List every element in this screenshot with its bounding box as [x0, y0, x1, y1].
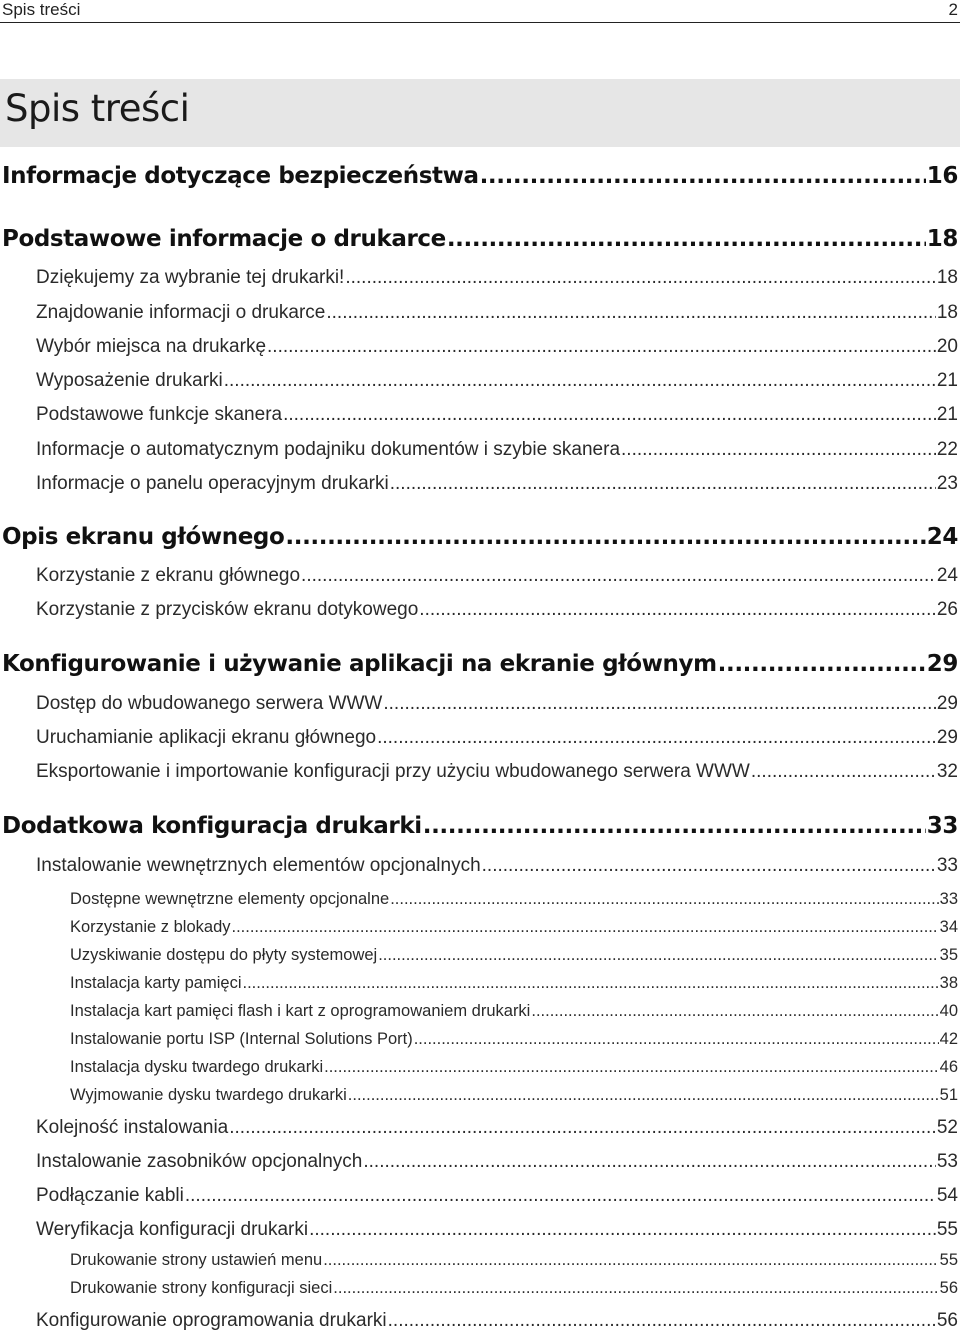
toc-dot-leader	[301, 565, 936, 587]
toc-page-number: 16	[926, 163, 958, 189]
toc-dot-leader	[243, 974, 939, 993]
toc-entry-title: Instalacja karty pamięci	[70, 974, 242, 992]
toc-section-entry[interactable]	[36, 439, 958, 461]
toc-entry-title: Instalowanie wewnętrznych elementów opcjonalnych	[36, 855, 481, 876]
toc-entry-title: Informacje dotyczące bezpieczeństwa	[2, 163, 479, 189]
toc-dot-leader	[363, 1151, 935, 1173]
toc-entry-title: Podłączanie kabli	[36, 1185, 184, 1206]
toc-entry-title: Kolejność instalowania	[36, 1117, 229, 1138]
toc-dot-leader	[419, 599, 936, 621]
toc-subsection-entry[interactable]	[70, 918, 958, 937]
toc-section-entry[interactable]	[36, 370, 958, 392]
toc-subsection-entry[interactable]	[70, 1002, 958, 1021]
toc-page-number: 18	[926, 226, 958, 252]
toc-section-entry[interactable]	[36, 1151, 958, 1173]
toc-section-entry[interactable]	[36, 693, 958, 715]
toc-entry-title: Podstawowe informacje o drukarce	[2, 226, 446, 252]
toc-entry-title: Instalowanie portu ISP (Internal Solutions Port)	[70, 1030, 413, 1048]
toc-page-number: 29	[926, 651, 958, 677]
toc-page-number: 29	[936, 727, 958, 748]
header-section-title: Spis treści	[2, 0, 81, 19]
header-page-number: 2	[948, 0, 958, 19]
toc-dot-leader	[229, 1117, 936, 1139]
toc-section-entry[interactable]	[36, 855, 958, 877]
toc-dot-leader	[333, 1279, 938, 1298]
toc-dot-leader	[718, 651, 926, 677]
toc-page-number: 54	[936, 1185, 958, 1206]
toc-dot-leader	[185, 1185, 936, 1207]
toc-page-number: 18	[936, 302, 958, 323]
toc-page-number: 33	[926, 813, 958, 839]
toc-subsection-entry[interactable]	[70, 946, 958, 965]
toc-subsection-entry[interactable]	[70, 1251, 958, 1270]
toc-chapter-entry[interactable]	[2, 813, 958, 839]
toc-section-entry[interactable]	[36, 473, 958, 495]
toc-dot-leader	[378, 946, 938, 965]
toc-dot-leader	[414, 1030, 939, 1049]
toc-section-entry[interactable]	[36, 1185, 958, 1207]
toc-page-number: 33	[936, 855, 958, 876]
toc-entry-title: Instalacja kart pamięci flash i kart z oprogramowaniem drukarki	[70, 1002, 531, 1020]
toc-page-number: 40	[939, 1002, 958, 1020]
toc-page-number: 21	[936, 370, 958, 391]
toc-dot-leader	[323, 1251, 938, 1270]
toc-entry-title: Dziękujemy za wybranie tej drukarki!	[36, 267, 345, 288]
page-title: Spis treści	[5, 87, 190, 130]
toc-section-entry[interactable]	[36, 404, 958, 426]
toc-chapter-entry[interactable]	[2, 651, 958, 677]
toc-entry-title: Podstawowe funkcje skanera	[36, 404, 283, 425]
toc-dot-leader	[345, 267, 936, 289]
toc-section-entry[interactable]	[36, 1117, 958, 1139]
toc-section-entry[interactable]	[36, 727, 958, 749]
toc-page-number: 34	[939, 918, 958, 936]
toc-dot-leader	[482, 855, 936, 877]
toc-dot-leader	[309, 1219, 936, 1241]
toc-section-entry[interactable]	[36, 336, 958, 358]
toc-entry-title: Korzystanie z blokady	[70, 918, 231, 936]
toc-entry-title: Wyposażenie drukarki	[36, 370, 223, 391]
toc-section-entry[interactable]	[36, 302, 958, 324]
toc-entry-title: Konfigurowanie i używanie aplikacji na ekranie głównym	[2, 651, 717, 677]
toc-entry-title: Informacje o automatycznym podajniku dokumentów i szybie skanera	[36, 439, 621, 460]
toc-entry-title: Uruchamianie aplikacji ekranu głównego	[36, 727, 377, 748]
toc-dot-leader	[621, 439, 936, 461]
toc-page-number: 18	[936, 267, 958, 288]
toc-entry-title: Weryfikacja konfiguracji drukarki	[36, 1219, 309, 1240]
toc-entry-title: Korzystanie z przycisków ekranu dotykowego	[36, 599, 419, 620]
toc-page-number: 21	[936, 404, 958, 425]
toc-page-number: 42	[939, 1030, 958, 1048]
toc-dot-leader	[283, 404, 936, 426]
toc-dot-leader	[267, 336, 936, 358]
toc-entry-title: Uzyskiwanie dostępu do płyty systemowej	[70, 946, 378, 964]
toc-dot-leader	[423, 813, 926, 839]
toc-page-number: 22	[936, 439, 958, 460]
toc-page-number: 23	[936, 473, 958, 494]
toc-chapter-entry[interactable]	[2, 524, 958, 550]
toc-page-number: 55	[936, 1219, 958, 1240]
toc-page-number: 35	[939, 946, 958, 964]
toc-subsection-entry[interactable]	[70, 1058, 958, 1077]
toc-section-entry[interactable]	[36, 761, 958, 783]
toc-dot-leader	[285, 524, 925, 550]
toc-entry-title: Eksportowanie i importowanie konfiguracji przy użyciu wbudowanego serwera WWW	[36, 761, 750, 782]
toc-dot-leader	[377, 727, 936, 749]
toc-section-entry[interactable]	[36, 1310, 958, 1332]
toc-dot-leader	[388, 1310, 936, 1332]
toc-page-number: 56	[939, 1279, 958, 1297]
toc-page-number: 29	[936, 693, 958, 714]
toc-entry-title: Instalacja dysku twardego drukarki	[70, 1058, 324, 1076]
toc-dot-leader	[232, 918, 939, 937]
toc-page-number: 24	[936, 565, 958, 586]
toc-entry-title: Drukowanie strony konfiguracji sieci	[70, 1279, 333, 1297]
toc-entry-title: Znajdowanie informacji o drukarce	[36, 302, 326, 323]
toc-page-number: 33	[939, 890, 958, 908]
toc-page-number: 55	[939, 1251, 958, 1269]
toc-dot-leader	[531, 1002, 938, 1021]
toc-entry-title: Informacje o panelu operacyjnym drukarki	[36, 473, 389, 494]
title-band	[0, 79, 960, 147]
toc-subsection-entry[interactable]	[70, 1030, 958, 1049]
toc-subsection-entry[interactable]	[70, 974, 958, 993]
toc-page-number: 32	[936, 761, 958, 782]
toc-dot-leader	[383, 693, 935, 715]
toc-entry-title: Korzystanie z ekranu głównego	[36, 565, 301, 586]
toc-entry-title: Dodatkowa konfiguracja drukarki	[2, 813, 422, 839]
toc-subsection-entry[interactable]	[70, 890, 958, 909]
toc-section-entry[interactable]	[36, 599, 958, 621]
toc-page-number: 24	[926, 524, 958, 550]
toc-page-number: 52	[936, 1117, 958, 1138]
toc-dot-leader	[348, 1086, 939, 1105]
toc-entry-title: Dostęp do wbudowanego serwera WWW	[36, 693, 383, 714]
toc-dot-leader	[390, 890, 938, 909]
toc-entry-title: Instalowanie zasobników opcjonalnych	[36, 1151, 363, 1172]
running-header	[0, 0, 960, 23]
toc-subsection-entry[interactable]	[70, 1086, 958, 1105]
toc-entry-title: Dostępne wewnętrzne elementy opcjonalne	[70, 890, 390, 908]
toc-dot-leader	[326, 302, 935, 324]
toc-page-number: 46	[939, 1058, 958, 1076]
toc-page-number: 20	[936, 336, 958, 357]
toc-section-entry[interactable]	[36, 565, 958, 587]
toc-page-number: 26	[936, 599, 958, 620]
toc-entry-title: Wybór miejsca na drukarkę	[36, 336, 267, 357]
toc-section-entry[interactable]	[36, 267, 958, 289]
toc-dot-leader	[480, 163, 926, 189]
toc-page-number: 53	[936, 1151, 958, 1172]
toc-dot-leader	[390, 473, 936, 495]
toc-entry-title: Opis ekranu głównego	[2, 524, 285, 550]
toc-dot-leader	[751, 761, 936, 783]
toc-page-number: 38	[939, 974, 958, 992]
toc-entry-title: Wyjmowanie dysku twardego drukarki	[70, 1086, 347, 1104]
toc-entry-title: Drukowanie strony ustawień menu	[70, 1251, 323, 1269]
toc-dot-leader	[224, 370, 936, 392]
toc-dot-leader	[447, 226, 926, 252]
toc-chapter-entry[interactable]	[2, 226, 958, 252]
toc-entry-title: Konfigurowanie oprogramowania drukarki	[36, 1310, 387, 1331]
toc-dot-leader	[324, 1058, 939, 1077]
toc-section-entry[interactable]	[36, 1219, 958, 1241]
toc-subsection-entry[interactable]	[70, 1279, 958, 1298]
toc-page-number: 56	[936, 1310, 958, 1331]
toc-chapter-entry[interactable]	[2, 163, 958, 189]
toc-page-number: 51	[939, 1086, 958, 1104]
